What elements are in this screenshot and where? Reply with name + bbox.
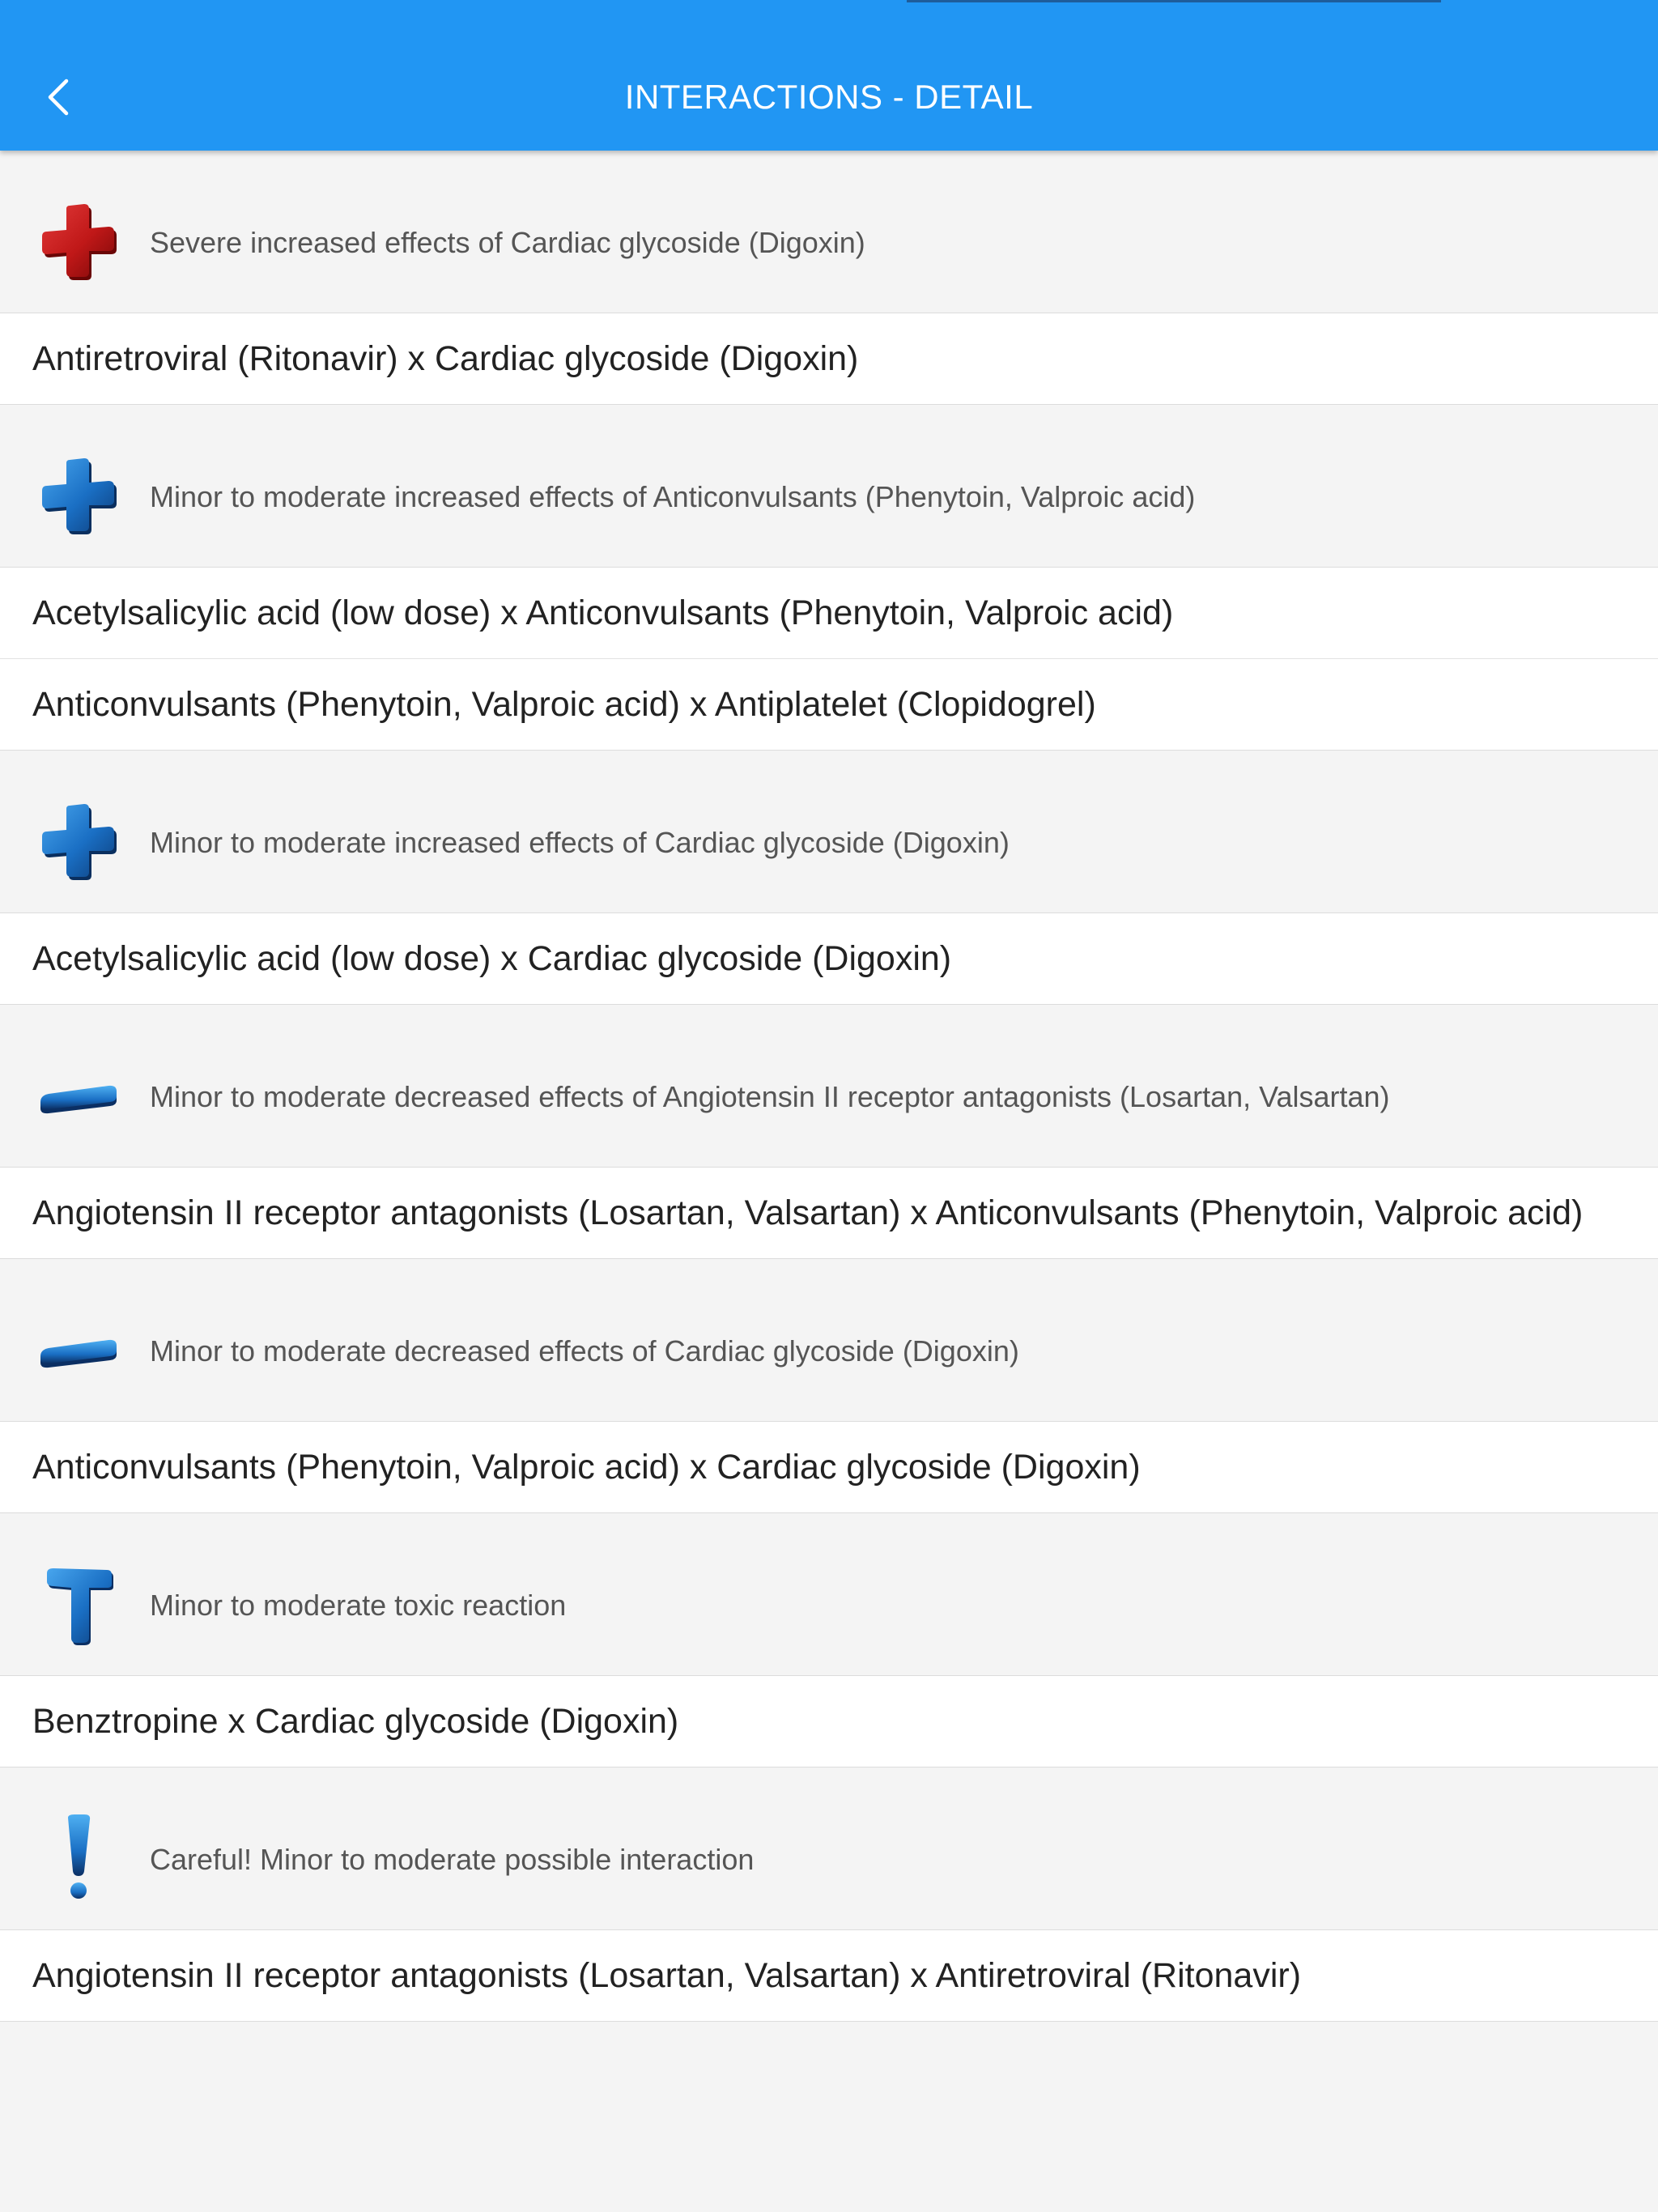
interaction-row[interactable]: Acetylsalicylic acid (low dose) x Anticonvulsants (Phenytoin, Valproic acid) [0,567,1658,658]
red-plus-icon [36,198,121,283]
blue-plus-icon [36,452,121,538]
blue-minus-icon [36,1052,121,1138]
interaction-row[interactable]: Acetylsalicylic acid (low dose) x Cardiac glycoside (Digoxin) [0,912,1658,1005]
nav-bar [0,0,1658,151]
interaction-list [0,151,1658,2022]
status-line [907,0,1441,2]
group-header [0,1513,1658,1675]
group-label: Minor to moderate increased effects of Anticonvulsants (Phenytoin, Valproic acid) [150,480,1196,513]
blue-exclamation-icon [36,1814,121,1900]
group-header [0,1259,1658,1421]
blue-minus-icon [36,1306,121,1392]
interaction-row[interactable]: Benztropine x Cardiac glycoside (Digoxin) [0,1675,1658,1767]
blue-plus-icon [36,798,121,883]
blue-t-icon [36,1560,121,1646]
group-header [0,151,1658,313]
page-title: INTERACTIONS - DETAIL [624,78,1034,116]
interaction-row[interactable]: Anticonvulsants (Phenytoin, Valproic acid) x Antiplatelet (Clopidogrel) [0,658,1658,751]
interaction-row[interactable]: Anticonvulsants (Phenytoin, Valproic acid) x Cardiac glycoside (Digoxin) [0,1421,1658,1513]
interaction-row[interactable]: Antiretroviral (Ritonavir) x Cardiac glycoside (Digoxin) [0,313,1658,405]
group-header [0,751,1658,912]
group-header [0,1005,1658,1167]
group-label: Minor to moderate increased effects of Cardiac glycoside (Digoxin) [150,826,1010,859]
interaction-row[interactable]: Angiotensin II receptor antagonists (Losartan, Valsartan) x Anticonvulsants (Phenytoin, Valproic acid) [0,1167,1658,1259]
interaction-row[interactable]: Angiotensin II receptor antagonists (Losartan, Valsartan) x Antiretroviral (Ritonavir) [0,1929,1658,2022]
group-label: Minor to moderate toxic reaction [150,1589,567,1622]
group-label: Minor to moderate decreased effects of Cardiac glycoside (Digoxin) [150,1334,1019,1368]
group-label: Minor to moderate decreased effects of Angiotensin II receptor antagonists (Losartan, Valsartan) [150,1080,1390,1113]
group-label: Careful! Minor to moderate possible interaction [150,1843,755,1876]
group-header [0,1767,1658,1929]
group-label: Severe increased effects of Cardiac glycoside (Digoxin) [150,226,865,259]
group-header [0,405,1658,567]
